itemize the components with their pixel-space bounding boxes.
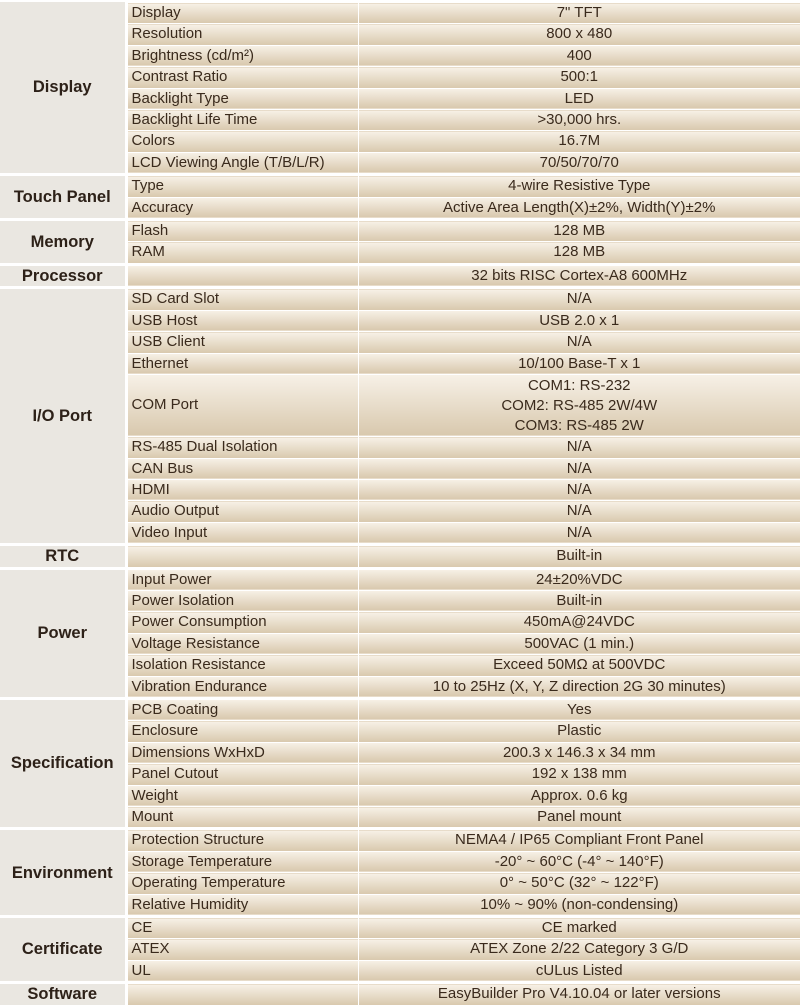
spec-value xyxy=(358,785,800,806)
spec-value xyxy=(358,633,800,654)
spec-value xyxy=(358,479,800,500)
spec-value xyxy=(358,220,800,242)
spec-row xyxy=(0,829,800,851)
spec-value xyxy=(358,851,800,872)
spec-value-line: EasyBuilder Pro V4.10.04 or later versions xyxy=(359,984,800,1004)
spec-value xyxy=(358,764,800,785)
category-certificate: Certificate xyxy=(0,917,126,983)
spec-value-line: 10% ~ 90% (non-condensing) xyxy=(359,895,800,915)
spec-value-line: N/A xyxy=(359,289,800,309)
spec-value xyxy=(358,110,800,131)
spec-row xyxy=(0,698,800,720)
spec-label: UL xyxy=(126,960,358,982)
spec-value xyxy=(358,67,800,88)
spec-label: Power Isolation xyxy=(126,590,358,611)
spec-row xyxy=(0,2,800,24)
spec-value xyxy=(358,960,800,982)
spec-value xyxy=(358,175,800,197)
spec-value xyxy=(358,829,800,851)
spec-value-line: Active Area Length(X)±2%, Width(Y)±2% xyxy=(359,198,800,218)
spec-value xyxy=(358,437,800,458)
spec-value-line: 16.7M xyxy=(359,131,800,151)
spec-value xyxy=(358,873,800,894)
spec-value-line: COM3: RS-485 2W xyxy=(359,416,800,436)
spec-label: Display xyxy=(126,2,358,24)
spec-label: Enclosure xyxy=(126,721,358,742)
spec-table-body xyxy=(0,2,800,1005)
spec-value-line: 800 x 480 xyxy=(359,24,800,44)
spec-value xyxy=(358,807,800,829)
spec-value xyxy=(358,612,800,633)
spec-value xyxy=(358,131,800,152)
category-power: Power xyxy=(0,568,126,698)
spec-value-line: 200.3 x 146.3 x 34 mm xyxy=(359,743,800,763)
spec-row xyxy=(0,917,800,939)
spec-label: ATEX xyxy=(126,939,358,960)
spec-label: CAN Bus xyxy=(126,458,358,479)
spec-value-line: Plastic xyxy=(359,721,800,741)
spec-value-line: CE marked xyxy=(359,918,800,938)
spec-value xyxy=(358,197,800,219)
spec-label: Power Consumption xyxy=(126,612,358,633)
spec-value-line: 24±20%VDC xyxy=(359,570,800,590)
spec-value-line: N/A xyxy=(359,501,800,521)
spec-row xyxy=(0,220,800,242)
spec-label: Video Input xyxy=(126,522,358,544)
spec-value xyxy=(358,24,800,45)
spec-value-line: COM1: RS-232 xyxy=(359,376,800,396)
spec-value xyxy=(358,288,800,310)
spec-label: Mount xyxy=(126,807,358,829)
category-display: Display xyxy=(0,2,126,175)
spec-value-line: 7" TFT xyxy=(359,3,800,23)
spec-value-line: 70/50/70/70 xyxy=(359,153,800,173)
spec-value-line: N/A xyxy=(359,459,800,479)
category-memory: Memory xyxy=(0,220,126,265)
spec-value-line: ATEX Zone 2/22 Category 3 G/D xyxy=(359,939,800,959)
spec-label: Storage Temperature xyxy=(126,851,358,872)
category-environment: Environment xyxy=(0,829,126,917)
spec-label: Audio Output xyxy=(126,501,358,522)
category-software: Software xyxy=(0,983,126,1005)
spec-label: CE xyxy=(126,917,358,939)
spec-label: Contrast Ratio xyxy=(126,67,358,88)
spec-label: Weight xyxy=(126,785,358,806)
spec-value xyxy=(358,2,800,24)
spec-value-line: 192 x 138 mm xyxy=(359,764,800,784)
spec-value xyxy=(358,983,800,1005)
spec-label: Type xyxy=(126,175,358,197)
spec-value xyxy=(358,332,800,353)
spec-label xyxy=(126,264,358,287)
spec-value-line: Panel mount xyxy=(359,807,800,827)
spec-value-line: Built-in xyxy=(359,591,800,611)
spec-value xyxy=(358,152,800,174)
spec-value xyxy=(358,310,800,331)
spec-value-line: N/A xyxy=(359,437,800,457)
spec-value-line: 450mA@24VDC xyxy=(359,612,800,632)
category-specification: Specification xyxy=(0,698,126,828)
spec-value xyxy=(358,721,800,742)
spec-label: PCB Coating xyxy=(126,698,358,720)
spec-value xyxy=(358,676,800,698)
spec-value xyxy=(358,374,800,436)
spec-value xyxy=(358,501,800,522)
spec-value-line: -20° ~ 60°C (-4° ~ 140°F) xyxy=(359,852,800,872)
spec-value xyxy=(358,590,800,611)
spec-value xyxy=(358,742,800,763)
category-processor: Processor xyxy=(0,264,126,287)
spec-value-line: >30,000 hrs. xyxy=(359,110,800,130)
category-rtc: RTC xyxy=(0,545,126,568)
spec-value-line: 128 MB xyxy=(359,221,800,241)
spec-label: Backlight Type xyxy=(126,88,358,109)
spec-label: Operating Temperature xyxy=(126,873,358,894)
spec-label: COM Port xyxy=(126,374,358,436)
spec-value xyxy=(358,264,800,287)
spec-row xyxy=(0,288,800,310)
spec-value-line: COM2: RS-485 2W/4W xyxy=(359,396,800,416)
spec-value-line: Built-in xyxy=(359,546,800,566)
spec-label: Backlight Life Time xyxy=(126,110,358,131)
spec-label: HDMI xyxy=(126,479,358,500)
spec-label: Colors xyxy=(126,131,358,152)
spec-value-line: Exceed 50MΩ at 500VDC xyxy=(359,655,800,675)
spec-value xyxy=(358,545,800,568)
spec-row xyxy=(0,545,800,568)
spec-label: Relative Humidity xyxy=(126,894,358,916)
spec-value-line: 10/100 Base-T x 1 xyxy=(359,354,800,374)
spec-value xyxy=(358,655,800,676)
spec-value-line: LED xyxy=(359,89,800,109)
spec-label: USB Client xyxy=(126,332,358,353)
spec-value xyxy=(358,45,800,66)
spec-row xyxy=(0,568,800,590)
spec-label: RS-485 Dual Isolation xyxy=(126,437,358,458)
spec-value-line: 500:1 xyxy=(359,67,800,87)
spec-value-line: N/A xyxy=(359,332,800,352)
spec-label xyxy=(126,545,358,568)
category-i-o-port: I/O Port xyxy=(0,288,126,545)
spec-value xyxy=(358,522,800,544)
spec-label: RAM xyxy=(126,242,358,264)
spec-value-line: USB 2.0 x 1 xyxy=(359,311,800,331)
spec-value xyxy=(358,939,800,960)
spec-value xyxy=(358,88,800,109)
spec-value-line: N/A xyxy=(359,480,800,500)
spec-label: Brightness (cd/m²) xyxy=(126,45,358,66)
spec-row xyxy=(0,983,800,1005)
spec-label: Accuracy xyxy=(126,197,358,219)
spec-label: Vibration Endurance xyxy=(126,676,358,698)
spec-value-line: cULus Listed xyxy=(359,961,800,981)
spec-value xyxy=(358,698,800,720)
spec-row xyxy=(0,175,800,197)
spec-value-line: 0° ~ 50°C (32° ~ 122°F) xyxy=(359,873,800,893)
spec-row xyxy=(0,264,800,287)
category-touch-panel: Touch Panel xyxy=(0,175,126,220)
spec-value xyxy=(358,917,800,939)
spec-label: Voltage Resistance xyxy=(126,633,358,654)
spec-value-line: 128 MB xyxy=(359,242,800,262)
spec-label: Ethernet xyxy=(126,353,358,374)
spec-value-line: Yes xyxy=(359,700,800,720)
spec-label: Panel Cutout xyxy=(126,764,358,785)
spec-value xyxy=(358,353,800,374)
spec-label: Resolution xyxy=(126,24,358,45)
spec-label xyxy=(126,983,358,1005)
spec-value xyxy=(358,242,800,264)
spec-label: Protection Structure xyxy=(126,829,358,851)
spec-value-line: 400 xyxy=(359,46,800,66)
spec-value-line: 10 to 25Hz (X, Y, Z direction 2G 30 minutes) xyxy=(359,677,800,697)
spec-label: USB Host xyxy=(126,310,358,331)
spec-value-line: 32 bits RISC Cortex-A8 600MHz xyxy=(359,266,800,286)
spec-label: Flash xyxy=(126,220,358,242)
spec-value-line: NEMA4 / IP65 Compliant Front Panel xyxy=(359,830,800,850)
spec-value-line: N/A xyxy=(359,523,800,543)
spec-value xyxy=(358,458,800,479)
spec-value xyxy=(358,894,800,916)
spec-label: Input Power xyxy=(126,568,358,590)
spec-label: LCD Viewing Angle (T/B/L/R) xyxy=(126,152,358,174)
spec-value-line: 500VAC (1 min.) xyxy=(359,634,800,654)
spec-label: Isolation Resistance xyxy=(126,655,358,676)
spec-label: Dimensions WxHxD xyxy=(126,742,358,763)
spec-value xyxy=(358,568,800,590)
spec-value-line: Approx. 0.6 kg xyxy=(359,786,800,806)
spec-value-line: 4-wire Resistive Type xyxy=(359,176,800,196)
spec-label: SD Card Slot xyxy=(126,288,358,310)
